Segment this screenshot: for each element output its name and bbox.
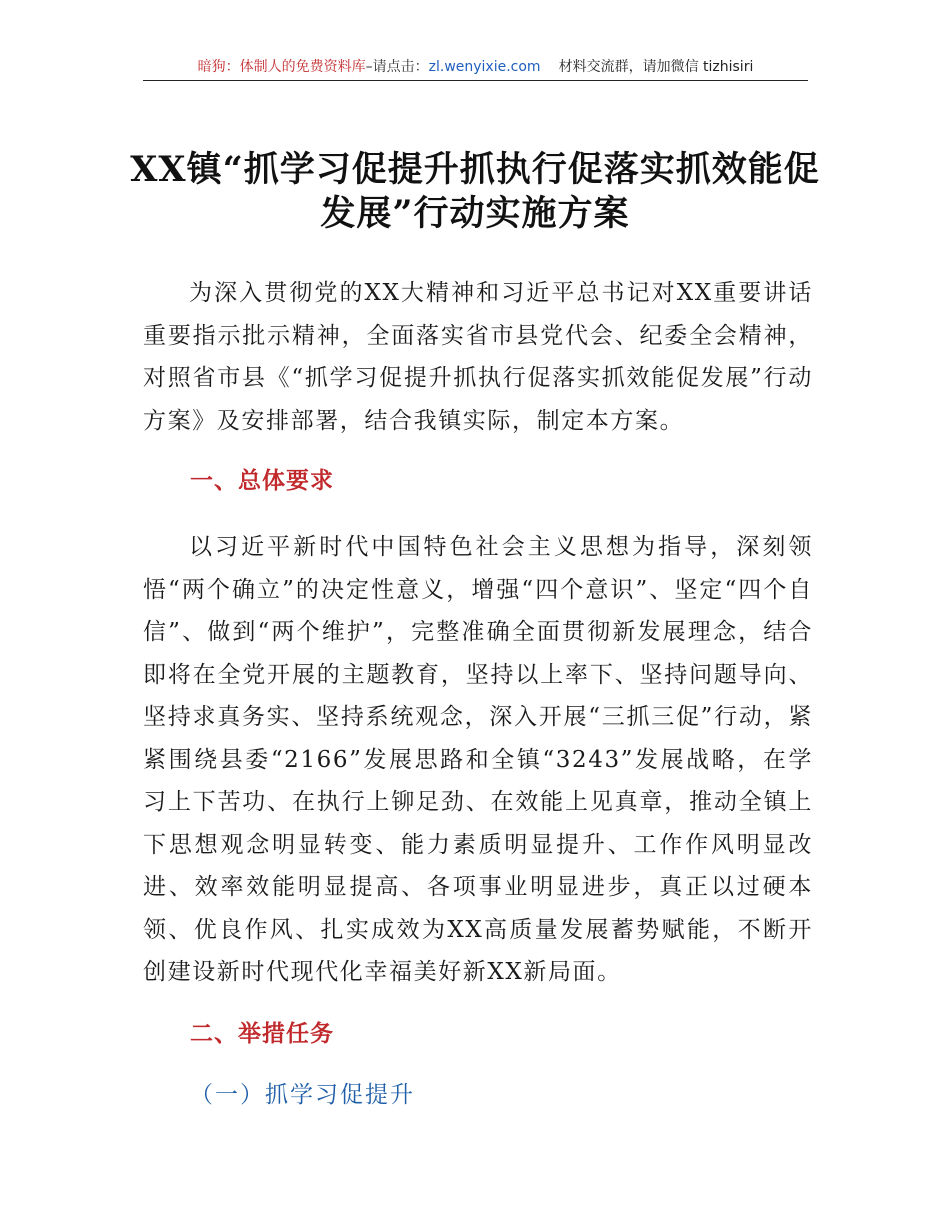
- header-site-name: 暗狗：体制人的免费资料库: [197, 59, 366, 75]
- document-title-line-2: 发展”行动实施方案: [320, 193, 630, 234]
- header-site-link[interactable]: zl.wenyixie.com: [428, 59, 541, 75]
- subsection-heading-study: （一）抓学习促提升: [190, 1082, 415, 1108]
- header-prompt: –请点击：: [365, 59, 429, 75]
- section-heading-general-requirements: 一、总体要求: [190, 468, 334, 494]
- page-header: [143, 56, 808, 81]
- intro-paragraph: 为深入贯彻党的XX大精神和习近平总书记对XX重要讲话重要指示批示精神，全面落实省市县党代会、纪委全会精神，对照省市县《“抓学习促提升抓执行促落实抓效能促发展”行动方案》及安排部署，结合我镇实际，制定本方案。: [143, 280, 813, 434]
- general-requirements-paragraph: 以习近平新时代中国特色社会主义思想为指导，深刻领悟“两个确立”的决定性意义，增强“四个意识”、坚定“四个自信”、做到“两个维护”，完整准确全面贯彻新发展理念，结合即将在全党开展的主题教育，坚持以上率下、坚持问题导向、坚持求真务实、坚持系统观念，深入开展“三抓三促”行动，紧紧围绕县委“2166”发展思路和全镇“3243”发展战略，在学习上下苦功、在执行上铆足劲、在效能上见真章，推动全镇上下思想观念明显转变、能力素质明显提升、工作作风明显改进、效率效能明显提高、各项事业明显进步，真正以过硬本领、优良作风、扎实成效为XX高质量发展蓄势赋能，不断开创建设新时代现代化幸福美好新XX新局面。: [143, 534, 813, 985]
- header-contact: 材料交流群，请加微信 tizhisiri: [558, 59, 754, 75]
- document-title-line-1: XX镇“抓学习促提升抓执行促落实抓效能促: [130, 149, 820, 190]
- section-heading-measures-tasks: 二、举措任务: [190, 1021, 334, 1047]
